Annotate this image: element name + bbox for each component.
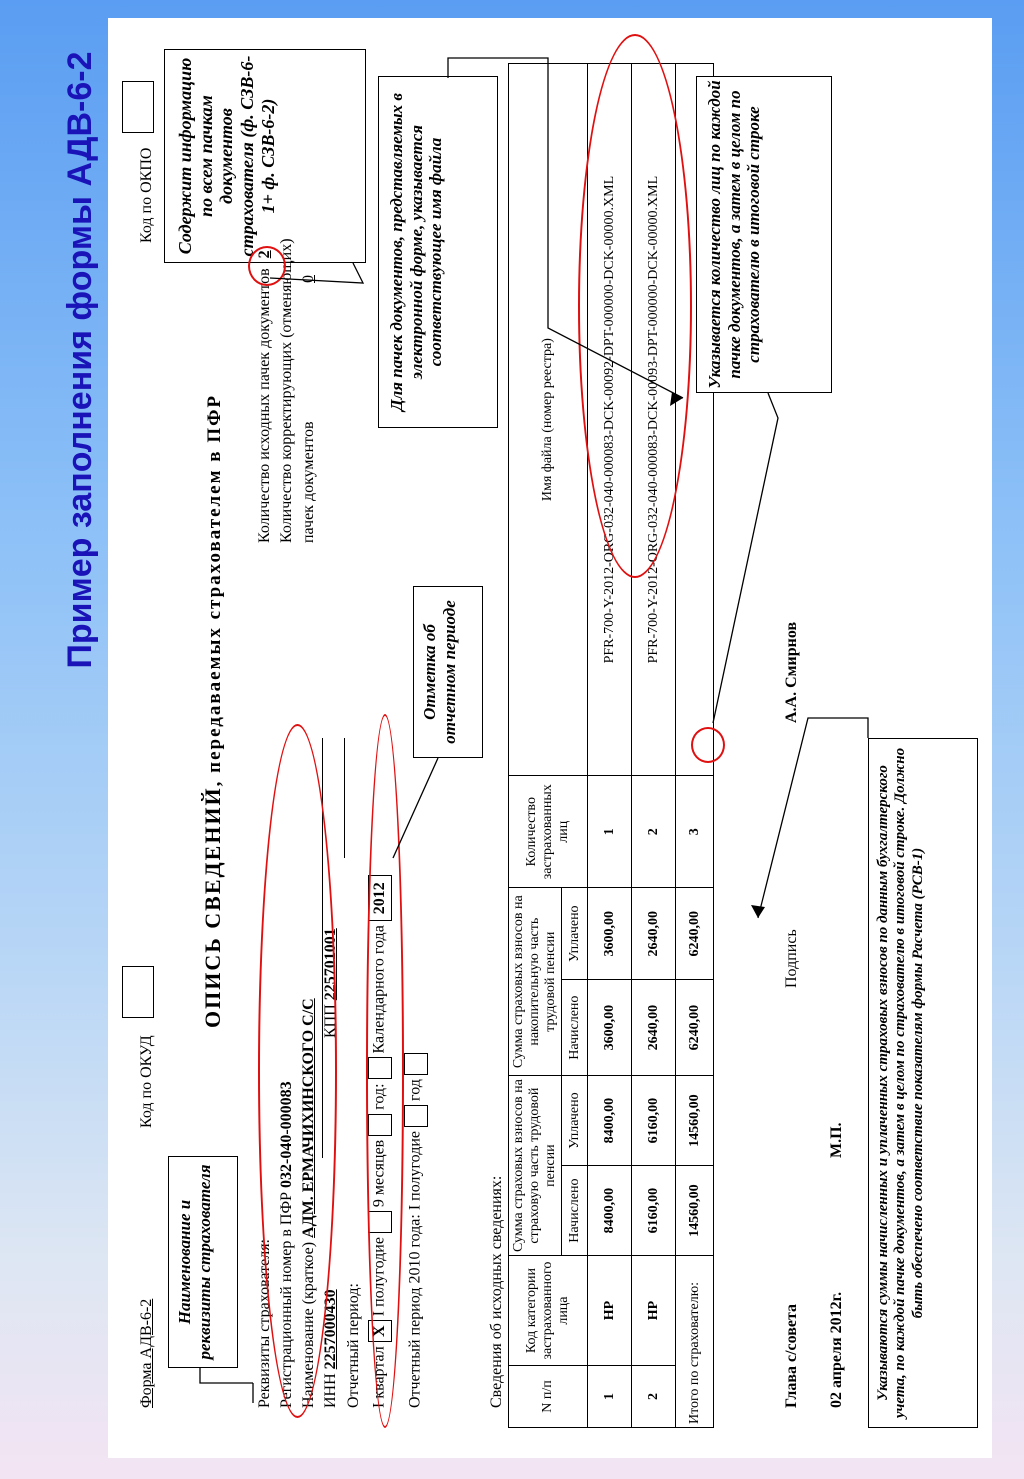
form-label: Форма АДВ-6-2	[138, 1298, 155, 1408]
period-q1-label: I квартал	[370, 1346, 388, 1408]
document-page	[108, 18, 992, 1458]
cell-category: НР	[632, 1256, 676, 1366]
period-9m-label: 9 месяцев	[370, 1139, 388, 1208]
stamp-mp: М.П.	[828, 1122, 845, 1158]
header-count: Количество застрахованных лиц	[509, 776, 588, 888]
cell-num: 2	[632, 1366, 676, 1428]
count-corr-label-2: пачек документов	[300, 421, 317, 543]
signer-name: А.А. Смирнов	[783, 621, 800, 723]
kpp-label: КПП	[322, 1004, 339, 1038]
count-corr-label: Количество корректирующих (отменяющих)	[278, 238, 295, 543]
header-ins-paid: Уплачено	[562, 1076, 588, 1166]
count-corr-value: 0	[300, 275, 317, 283]
source-label: Сведения об исходных сведениях:	[488, 1175, 505, 1408]
callout-name-requisites: Наименование и реквизиты страхователя	[168, 1156, 238, 1368]
total-acc-charged: 6240,00	[676, 980, 714, 1076]
header-accumulative: Сумма страховых взносов на накопительную часть трудовой пенсии	[509, 888, 562, 1076]
cell-num: 1	[588, 1366, 632, 1428]
calendar-year-label: Календарного года	[370, 925, 388, 1054]
period-2010-year-label: год	[406, 1079, 424, 1101]
period-2010-label: Отчетный период 2010 года: I полугодие	[406, 1130, 424, 1408]
header-file: Имя файла (номер реестра)	[509, 64, 588, 776]
cell-ins-charged: 8400,00	[588, 1166, 632, 1256]
kpp-value: 225701001	[322, 928, 339, 1001]
total-count: 3	[676, 776, 714, 888]
signature-label: Подпись	[783, 929, 800, 988]
document-title-rest: , передаваемых страхователем в ПФР	[204, 393, 225, 787]
calendar-year-value[interactable]: 2012	[368, 875, 392, 921]
slide-title: Пример заполнения формы АДВ-6-2	[61, 51, 99, 669]
inn-label: ИНН	[322, 1373, 339, 1408]
count-initial-label: Количество исходных пачек документов	[256, 268, 273, 543]
inn-value: 2257000430	[322, 1289, 339, 1370]
document-title-bold: ОПИСЬ СВЕДЕНИЙ	[200, 786, 225, 1028]
okud-label: Код по ОКУД	[138, 1035, 155, 1128]
cell-ins-paid: 6160,00	[632, 1076, 676, 1166]
callout-pointers	[108, 18, 992, 1458]
name-label: Наименование (краткое)	[300, 1241, 317, 1408]
period-h1-label: I полугодие	[370, 1237, 388, 1317]
header-category: Код категории застрахованного лица	[509, 1256, 588, 1366]
document-date: 02 апреля 2012г.	[828, 1291, 845, 1408]
callout-count: Указывается количество лиц по каждой пачке документов, а затем в целом по страхователю в итоговой строке	[696, 76, 832, 393]
requisites-label: Реквизиты страхователя:	[256, 1239, 273, 1408]
header-num: N п/п	[509, 1366, 588, 1428]
total-acc-paid: 6240,00	[676, 888, 714, 980]
cell-file: PFR-700-Y-2012-ORG-032-040-000083-DCK-00093-DPT-000000-DCK-00000.XML	[632, 64, 676, 776]
period-label: Отчетный период:	[345, 1283, 362, 1408]
cell-count: 1	[588, 776, 632, 888]
name-value: АДМ. ЕРМАЧИХИНСКОГО С/С	[300, 998, 317, 1238]
period-year-label: год:	[370, 1083, 388, 1110]
reg-number-label: Регистрационный номер в ПФР	[278, 1192, 295, 1408]
cell-acc-charged: 2640,00	[632, 980, 676, 1076]
total-label: Итого по страхователю:	[676, 1256, 714, 1428]
cell-count: 2	[632, 776, 676, 888]
head-title: Глава с/совета	[783, 1303, 800, 1408]
reg-number-value: 032-040-000083	[278, 1081, 295, 1188]
cell-ins-paid: 8400,00	[588, 1076, 632, 1166]
total-ins-charged: 14560,00	[676, 1166, 714, 1256]
form-paper	[108, 18, 992, 1458]
total-ins-paid: 14560,00	[676, 1076, 714, 1166]
callout-period: Отметка об отчетном периоде	[413, 586, 483, 758]
count-initial-value: 2	[256, 250, 273, 259]
cell-ins-charged: 6160,00	[632, 1166, 676, 1256]
cell-file: PFR-700-Y-2012-ORG-032-040-000083-DCK-00092-DPT-000000-DCK-00000.XML	[588, 64, 632, 776]
cell-category: НР	[588, 1256, 632, 1366]
header-insurance: Сумма страховых взносов на страховую часть трудовой пенсии	[509, 1076, 562, 1256]
header-ins-charged: Начислено	[562, 1166, 588, 1256]
cell-acc-paid: 2640,00	[632, 888, 676, 980]
cell-acc-paid: 3600,00	[588, 888, 632, 980]
callout-sums: Указываются суммы начисленных и уплаченных страховых взносов по данным бухгалтерского учета, по каждой пачке документов, а затем в целом по страхователю в итоговой строке. Должно быть обеспечено соответствие показателям формы Расчета (РСВ-1)	[868, 738, 978, 1428]
header-acc-charged: Начислено	[562, 980, 588, 1076]
callout-contains: Содержит информацию по всем пачкам документов страхователя (ф. СЗВ-6-1+ ф. СЗВ-6-2)	[164, 49, 366, 263]
cell-acc-charged: 3600,00	[588, 980, 632, 1076]
header-acc-paid: Уплачено	[562, 888, 588, 980]
okpo-label: Код по ОКПО	[138, 147, 155, 243]
period-q1-checkbox[interactable]: X	[368, 1320, 392, 1342]
callout-packs: Для пачек документов, представляемых в электронной форме, указывается соответствующее имя файла	[378, 76, 498, 428]
